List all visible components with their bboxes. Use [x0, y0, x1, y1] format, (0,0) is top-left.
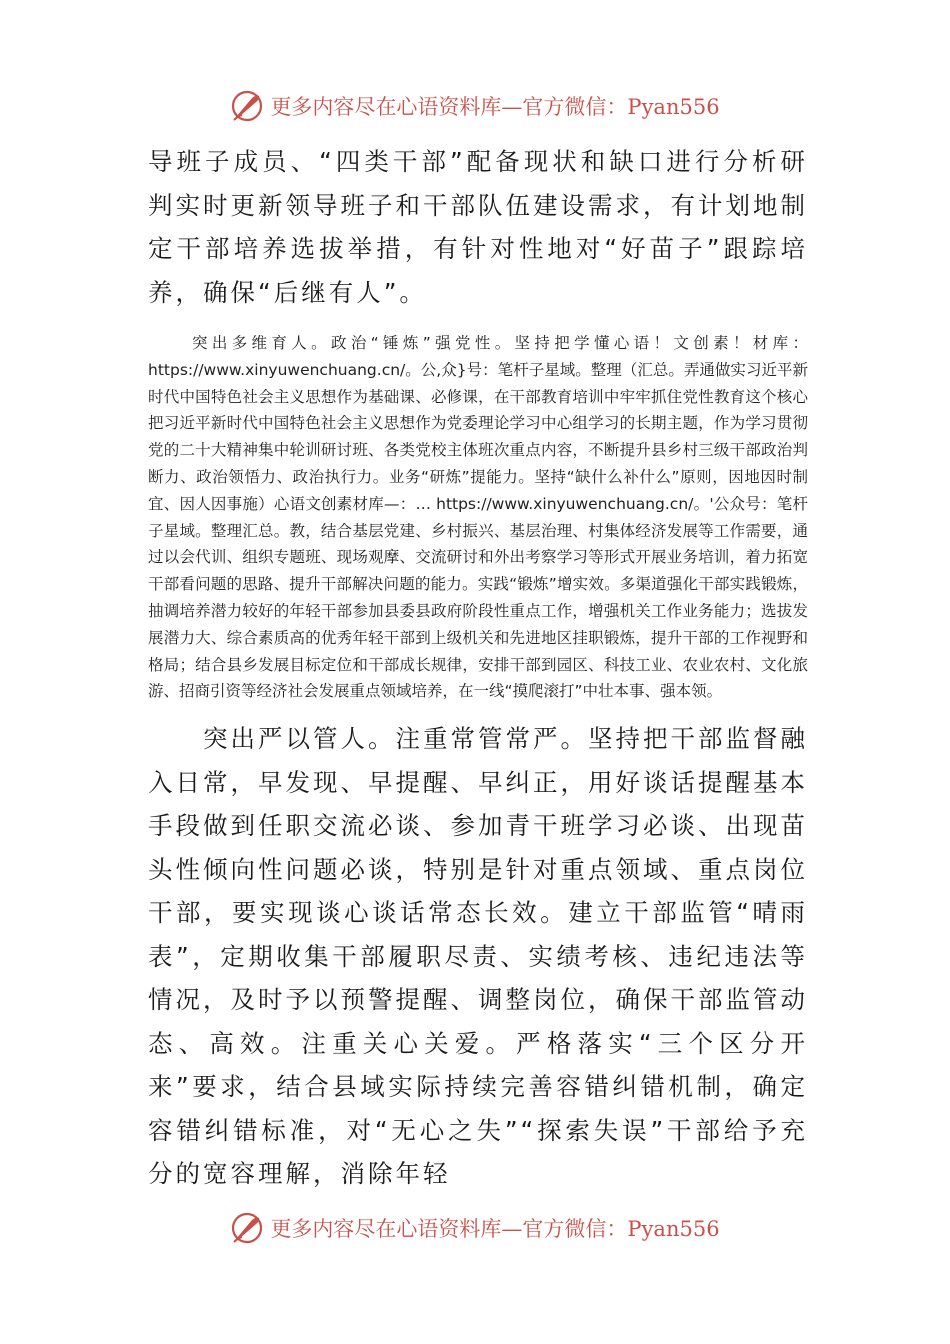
paragraph-3: 突出严以管人。注重常管常严。坚持把干部监督融入日常，早发现、早提醒、早纠正，用好谈话提醒基本手段做到任职交流必谈、参加青干班学习必谈、出现苗头性倾向性问题必谈，特别是针对重点领域、重点岗位干部，要实现谈心谈话常态长效。建立干部监管“晴雨表”，定期收集干部履职尽责、实绩考核、违纪违法等情况，及时予以预警提醒、调整岗位，确保干部监管动态、高效。注重关心关爱。严格落实“三个区分开来”要求，结合县域实际持续完善容错纠错机制，确定容错纠错标准，对“无心之失”“探索失误”干部给予充分的宽容理解，消除年轻	[148, 724, 808, 1189]
document-body	[148, 140, 808, 1196]
paragraph-1: 导班子成员、“四类干部”配备现状和缺口进行分析研判实时更新领导班子和干部队伍建设需求，有计划地制定干部培养选拔举措，有针对性地对“好苗子”跟踪培养，确保“后继有人”。	[148, 147, 808, 307]
quill-pen-logo-icon	[230, 1211, 264, 1245]
footer-banner	[0, 1208, 950, 1248]
quill-pen-logo-icon	[230, 89, 264, 123]
banner-text: 更多内容尽在心语资料库—官方微信：Pyan556	[270, 1217, 720, 1241]
header-banner	[0, 86, 950, 126]
banner-text: 更多内容尽在心语资料库—官方微信：Pyan556	[270, 95, 720, 119]
paragraph-2: 突出多维育人。政治“锤炼”强党性。坚持把学懂心语！文创素！材库：https://www.xinyuwenchuang.cn/。公,众}号：笔杆子星域。整理（汇总。弄通做实习近平新时代中国特色社会主义思想作为基础课、必修课，在干部教育培训中牢牢抓住党性教育这个核心把习近平新时代中国特色社会主义思想作为党委理论学习中心组学习的长期主题，作为学习贯彻党的二十大精神集中轮训研讨班、各类党校主体班次重点内容，不断提升县乡村三级干部政治判断力、政治领悟力、政治执行力。业务“研炼”提能力。坚持“缺什么补什么”原则，因地因时制宜、因人因事施）心语文创素材库—：… https://www.xinyuwenchuang.cn/。'公众号：笔杆子星域。整理汇总。教，结合基层党建、乡村振兴、基层治理、村集体经济发展等工作需要，通过以会代训、组织专题班、现场观摩、交流研讨和外出考察学习等形式开展业务培训，着力拓宽干部看问题的思路、提升干部解决问题的能力。实践“锻炼”增实效。多渠道强化干部实践锻炼，抽调培养潜力较好的年轻干部参加县委县政府阶段性重点工作，增强机关工作业务能力；选拔发展潜力大、综合素质高的优秀年轻干部到上级机关和先进地区挂职锻炼，提升干部的工作视野和格局；结合县乡发展目标定位和干部成长规律，安排干部到园区、科技工业、农业农村、文化旅游、招商引资等经济社会发展重点领域培养，在一线“摸爬滚打”中壮本事、强本领。	[148, 334, 808, 701]
